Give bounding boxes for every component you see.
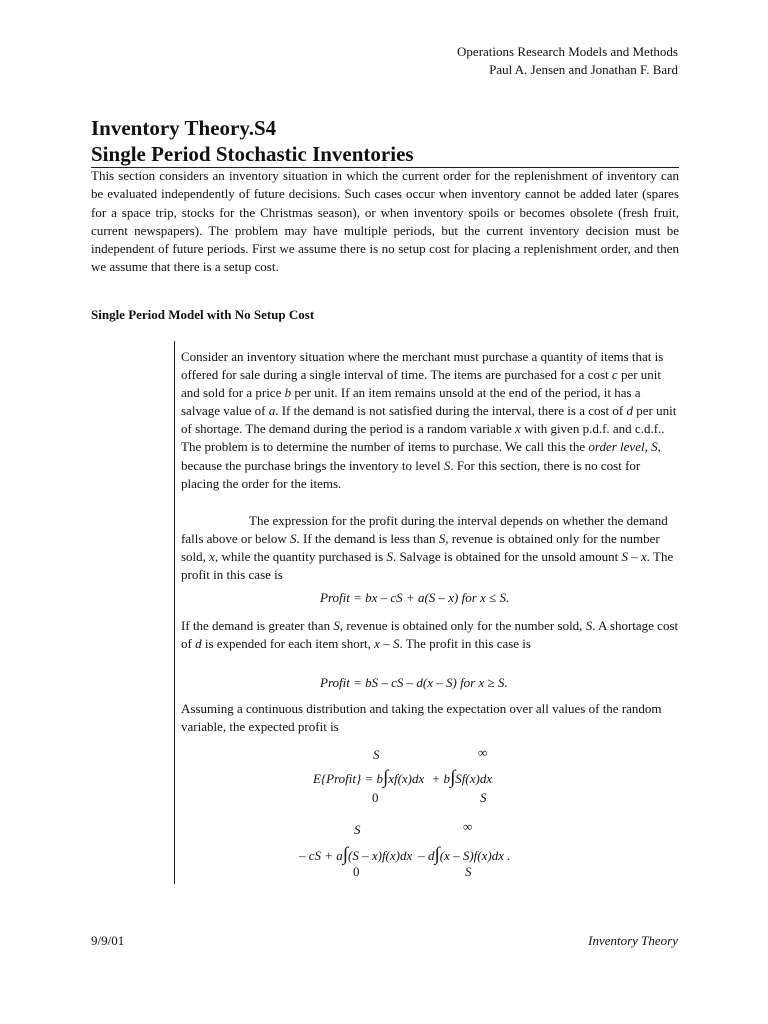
equation-expected-profit-cont: – cS + a∫(S – x)f(x)dx – d∫(x – S)f(x)dx .: [299, 844, 511, 865]
paragraph-profit-above: If the demand is greater than S, revenue is obtained only for the number sold, S. A shortage cost of d is expended for each item short, x – S. The profit in this case is: [181, 618, 679, 652]
page-subtitle: Single Period Stochastic Inventories: [91, 142, 414, 166]
paragraph-profit-below: The expression for the profit during the interval depends on whether the demand falls above or below S. If the demand is less than S, revenue is obtained only for the number sold, x, while the quantity purchased is S. Salvage is obtained for the unsold amount S – x. The profit in this case is: [181, 513, 674, 583]
eq4-int2-upper: ∞: [463, 819, 473, 834]
margin-bar: [174, 341, 175, 884]
footer-date: 9/9/01: [91, 933, 125, 948]
page-title: Inventory Theory.S4: [91, 116, 277, 140]
eq3-int2-upper: ∞: [478, 745, 488, 760]
header-authors: Paul A. Jensen and Jonathan F. Bard: [489, 62, 678, 77]
header-book-title: Operations Research Models and Methods: [457, 44, 678, 59]
equation-expected-profit: E{Profit} = b∫xf(x)dx + b∫Sf(x)dx: [313, 767, 493, 788]
footer-chapter: Inventory Theory: [588, 933, 678, 948]
eq3-int1-lower: 0: [372, 790, 379, 805]
paragraph-model: Consider an inventory situation where the merchant must purchase a quantity of items that is offered for sale during a single interval of time. The items are purchased for a cost c per unit and sold for a price b per unit. If an item remains unsold at the end of the period, it has a salvage value of a. If the demand is not satisfied during the interval, there is a cost of d per unit of shortage. The demand during the period is a random variable x with given p.d.f. and c.d.f.. The problem is to determine the number of items to purchase. We call this the order level, S, because the purchase brings the inventory to level S. For this section, there is no cost for placing the order for the items.: [181, 349, 677, 491]
section-subheading: Single Period Model with No Setup Cost: [91, 307, 315, 322]
paragraph-expectation: Assuming a continuous distribution and taking the expectation over all values of the random variable, the expected profit is: [181, 701, 662, 735]
equation-profit-2: Profit = bS – cS – d(x – S) for x ≥ S.: [320, 675, 508, 690]
eq4-int2-lower: S: [465, 864, 472, 879]
eq3-int1-upper: S: [373, 747, 380, 762]
intro-paragraph: This section considers an inventory situation in which the current order for the replenishment of inventory can be evaluated independently of future decisions. Such cases occur when inventory cannot be added later (spares for a space trip, stocks for the Christmas season), or when inventory spoils or becomes obsolete (fresh fruit, current newspapers). The problem may have multiple periods, but the current inventory decision must be independent of future periods. First we assume there is no setup cost for placing a replenishment order, and then we assume that there is a setup cost.: [91, 168, 679, 275]
eq4-int1-upper: S: [354, 822, 361, 837]
equation-profit-1: Profit = bx – cS + a(S – x) for x ≤ S.: [320, 590, 510, 605]
eq4-int1-lower: 0: [353, 864, 360, 879]
eq3-int2-lower: S: [480, 790, 487, 805]
